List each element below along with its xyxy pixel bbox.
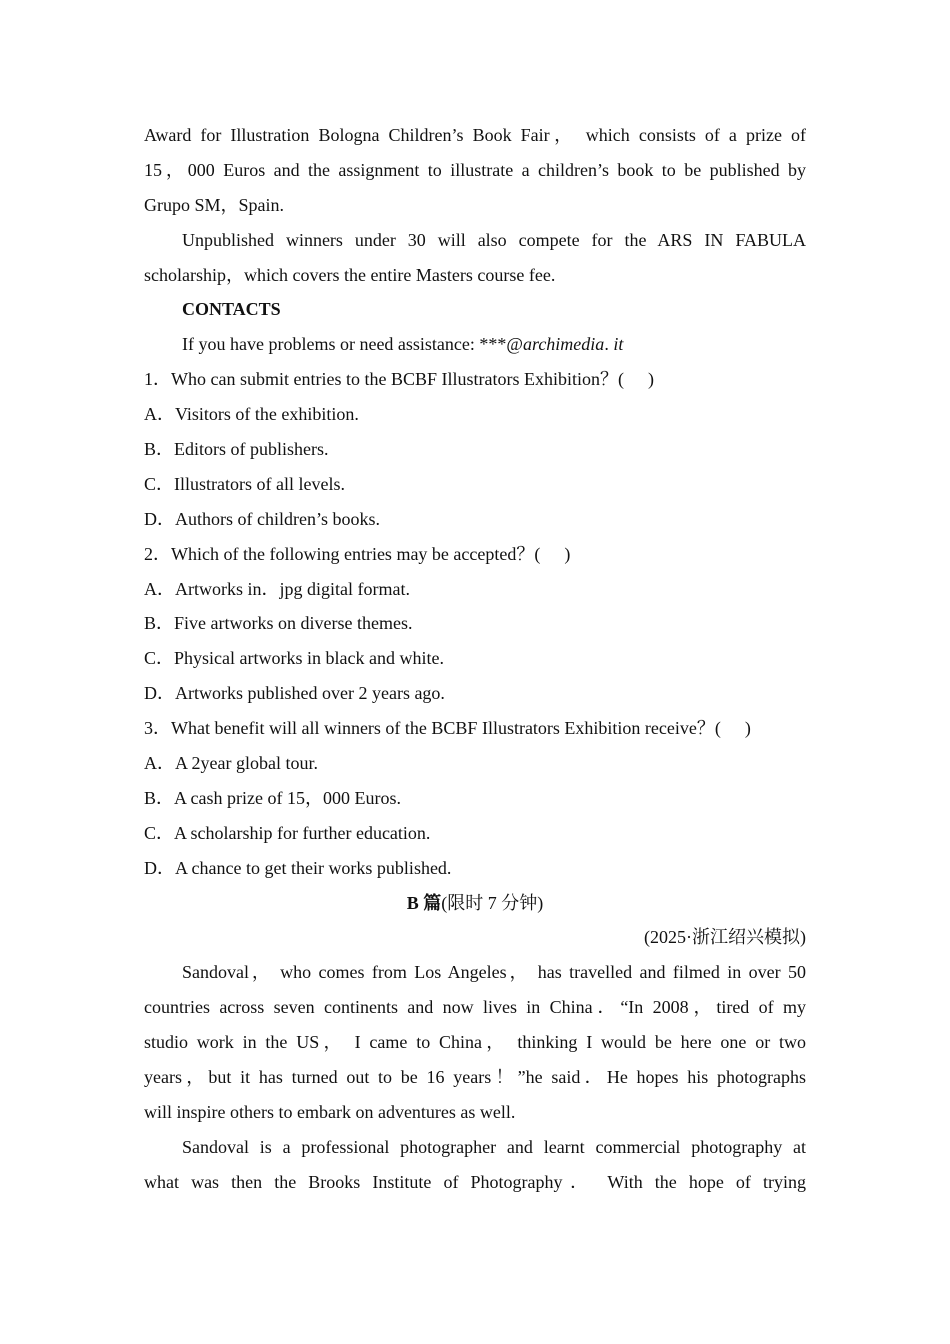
text-line: years，but it has turned out to be 16 years！”he said．He hopes his photographs	[144, 1067, 806, 1088]
text-line: scholarship，which covers the entire Masters course fee.	[144, 264, 556, 285]
question-3	[144, 711, 806, 885]
question-close: )	[647, 369, 654, 390]
text-line: will inspire others to embark on adventures as well.	[144, 1101, 516, 1122]
text-line: 15，000 Euros and the assignment to illustrate a children’s book to be published by	[144, 159, 806, 180]
option-c: C．Illustrators of all levels.	[144, 473, 345, 494]
option-b: B．Editors of publishers.	[144, 439, 329, 460]
email-tld: it	[613, 334, 624, 355]
text-line: studio work in the US， I came to China， thinking I would be here one or two	[144, 1032, 806, 1053]
option-a: A．A 2year global tour.	[144, 753, 318, 774]
text-line: Sandoval， who comes from Los Angeles， has travelled and filmed in over 50	[182, 962, 806, 983]
option-b: B．A cash prize of 15，000 Euros.	[144, 787, 401, 808]
document-body	[144, 118, 806, 1200]
sandoval-paragraph-1	[144, 955, 806, 1129]
text-line: countries across seven continents and now lives in China．“In 2008，tired of my	[144, 997, 806, 1018]
section-b-title	[144, 886, 806, 921]
contacts-heading: CONTACTS	[182, 299, 281, 320]
option-d: D．A chance to get their works published.	[144, 857, 452, 878]
question-2	[144, 537, 806, 711]
contacts-text	[144, 327, 806, 362]
question-close: )	[744, 718, 751, 739]
intro-paragraph	[144, 118, 806, 223]
option-a: A．Visitors of the exhibition.	[144, 404, 359, 425]
contacts-prefix: If you have problems or need assistance: ***@	[182, 334, 523, 355]
question-stem-text: 1．Who can submit entries to the BCBF Illustrators Exhibition？(	[144, 369, 624, 390]
section-b-label: B 篇	[406, 892, 442, 913]
section-b-source: (2025·浙江绍兴模拟)	[644, 927, 806, 948]
text-line: Grupo SM，Spain.	[144, 194, 285, 215]
section-b-time-limit: (限时 7 分钟)	[441, 892, 544, 913]
question-stem-text: 3．What benefit will all winners of the BCBF Illustrators Exhibition receive？(	[144, 718, 721, 739]
option-d: D．Authors of children’s books.	[144, 508, 380, 529]
option-c: C．A scholarship for further education.	[144, 822, 431, 843]
option-c: C．Physical artworks in black and white.	[144, 648, 444, 669]
option-a: A．Artworks in．jpg digital format.	[144, 578, 410, 599]
question-close: )	[564, 543, 571, 564]
question-stem	[144, 537, 806, 572]
question-stem	[144, 711, 806, 746]
text-line: Unpublished winners under 30 will also compete for the ARS IN FABULA	[182, 229, 806, 250]
question-stem-text: 2．Which of the following entries may be accepted？(	[144, 543, 541, 564]
sandoval-paragraph-2	[144, 1130, 806, 1200]
option-d: D．Artworks published over 2 years ago.	[144, 683, 445, 704]
question-stem	[144, 362, 806, 397]
scholarship-paragraph	[144, 223, 806, 293]
email-domain: archimedia	[522, 334, 605, 355]
text-line: Sandoval is a professional photographer and learnt commercial photography at	[182, 1136, 806, 1157]
question-1	[144, 362, 806, 536]
text-line: Award for Illustration Bologna Children’s Book Fair， which consists of a prize of	[144, 125, 806, 145]
email-dot: .	[604, 334, 609, 355]
option-b: B．Five artworks on diverse themes.	[144, 613, 413, 634]
text-line: what was then the Brooks Institute of Photography． With the hope of trying	[144, 1171, 806, 1192]
